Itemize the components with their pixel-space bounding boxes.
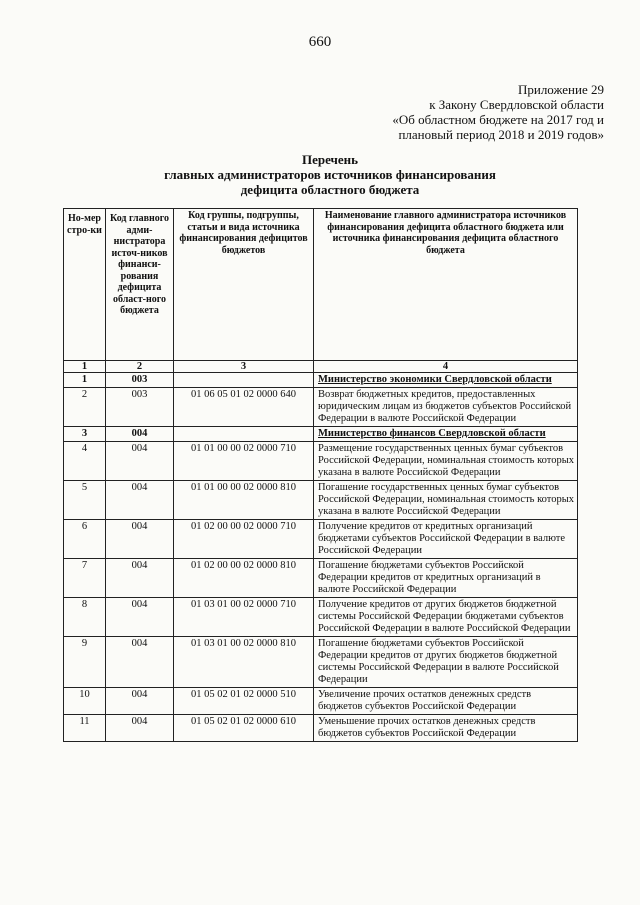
row-number-cell: 1 [64, 373, 106, 388]
admin-code-cell: 004 [106, 559, 174, 598]
header-name: Наименование главного администратора источников финансирования дефицита областного бюджета или источника финансирования дефицита областного бюджета [314, 209, 578, 361]
column-number: 1 [64, 361, 106, 373]
title-line: главных администраторов источников финансирования [164, 167, 496, 182]
admin-code-cell: 004 [106, 442, 174, 481]
source-code-cell [174, 427, 314, 442]
admin-code-cell: 003 [106, 373, 174, 388]
admin-code-cell: 004 [106, 637, 174, 688]
table-row [64, 481, 578, 520]
name-cell: Увеличение прочих остатков денежных средств бюджетов субъектов Российской Федерации [314, 688, 578, 715]
source-code-cell: 01 01 00 00 02 0000 810 [174, 481, 314, 520]
name-cell: Министерство экономики Свердловской области [314, 373, 578, 388]
document-title [60, 152, 600, 197]
title-line: дефицита областного бюджета [240, 182, 420, 197]
name-cell: Погашение бюджетами субъектов Российской Федерации кредитов от кредитных организаций в валюте Российской Федерации [314, 559, 578, 598]
name-cell: Погашение государственных ценных бумаг субъектов Российской Федерации, номинальная стоимость которых указана в валюте Российской Федерации [314, 481, 578, 520]
name-cell: Погашение бюджетами субъектов Российской Федерации кредитов от других бюджетов бюджетной системы Российской Федерации в валюте Российской Федерации [314, 637, 578, 688]
row-number-cell: 7 [64, 559, 106, 598]
header-source-code: Код группы, подгруппы, статьи и вида источника финансирования дефицитов бюджетов [174, 209, 314, 361]
table-row [64, 637, 578, 688]
title-line: Перечень [301, 152, 359, 167]
row-number-cell: 11 [64, 715, 106, 742]
table-row [64, 388, 578, 427]
column-number: 2 [106, 361, 174, 373]
table-row [64, 688, 578, 715]
source-code-cell: 01 05 02 01 02 0000 510 [174, 688, 314, 715]
appendix-line: Приложение 29 [517, 82, 604, 97]
administrators-table [63, 208, 578, 742]
row-number-cell: 10 [64, 688, 106, 715]
row-number-cell: 2 [64, 388, 106, 427]
source-code-cell: 01 05 02 01 02 0000 610 [174, 715, 314, 742]
row-number-cell: 3 [64, 427, 106, 442]
table-row [64, 598, 578, 637]
table-body [64, 209, 578, 742]
table-row [64, 715, 578, 742]
name-cell: Получение кредитов от других бюджетов бюджетной системы Российской Федерации бюджетами субъектов Российской Федерации в валюте Российской Федерации [314, 598, 578, 637]
page-number: 660 [308, 34, 332, 50]
source-code-cell: 01 03 01 00 02 0000 710 [174, 598, 314, 637]
row-number-cell: 4 [64, 442, 106, 481]
appendix-note [392, 82, 604, 142]
admin-code-cell: 004 [106, 688, 174, 715]
appendix-line: плановый период 2018 и 2019 годов» [398, 127, 604, 142]
row-number-cell: 6 [64, 520, 106, 559]
source-code-cell: 01 02 00 00 02 0000 810 [174, 559, 314, 598]
column-number: 3 [174, 361, 314, 373]
name-cell: Получение кредитов от кредитных организаций бюджетами субъектов Российской Федерации в валюте Российской Федерации [314, 520, 578, 559]
source-code-cell: 01 03 01 00 02 0000 810 [174, 637, 314, 688]
table-row [64, 520, 578, 559]
admin-code-cell: 004 [106, 598, 174, 637]
admin-code-cell: 003 [106, 388, 174, 427]
row-number-cell: 8 [64, 598, 106, 637]
source-code-cell: 01 01 00 00 02 0000 710 [174, 442, 314, 481]
admin-code-cell: 004 [106, 520, 174, 559]
row-number-cell: 5 [64, 481, 106, 520]
table-row [64, 559, 578, 598]
row-number-cell: 9 [64, 637, 106, 688]
source-code-cell [174, 373, 314, 388]
source-code-cell: 01 02 00 00 02 0000 710 [174, 520, 314, 559]
source-code-cell: 01 06 05 01 02 0000 640 [174, 388, 314, 427]
column-number: 4 [314, 361, 578, 373]
admin-code-cell: 004 [106, 715, 174, 742]
name-cell: Возврат бюджетных кредитов, предоставленных юридическим лицам из бюджетов субъектов Российской Федерации в валюте Российской Федерации [314, 388, 578, 427]
header-admin-code: Код главного адми-нистратора источ-ников финанси-рования дефицита област-ного бюджета [106, 209, 174, 361]
name-cell: Уменьшение прочих остатков денежных средств бюджетов субъектов Российской Федерации [314, 715, 578, 742]
name-cell: Министерство финансов Свердловской области [314, 427, 578, 442]
appendix-line: к Закону Свердловской области [429, 97, 604, 112]
admin-code-cell: 004 [106, 427, 174, 442]
table-row [64, 427, 578, 442]
header-row-number: Но-мер стро-ки [64, 209, 106, 361]
column-number-row [64, 361, 578, 373]
table-row [64, 373, 578, 388]
table-header-row [64, 209, 578, 361]
admin-code-cell: 004 [106, 481, 174, 520]
table-row [64, 442, 578, 481]
name-cell: Размещение государственных ценных бумаг субъектов Российской Федерации, номинальная стоимость которых указана в валюте Российской Федерации [314, 442, 578, 481]
appendix-line: «Об областном бюджете на 2017 год и [392, 112, 604, 127]
